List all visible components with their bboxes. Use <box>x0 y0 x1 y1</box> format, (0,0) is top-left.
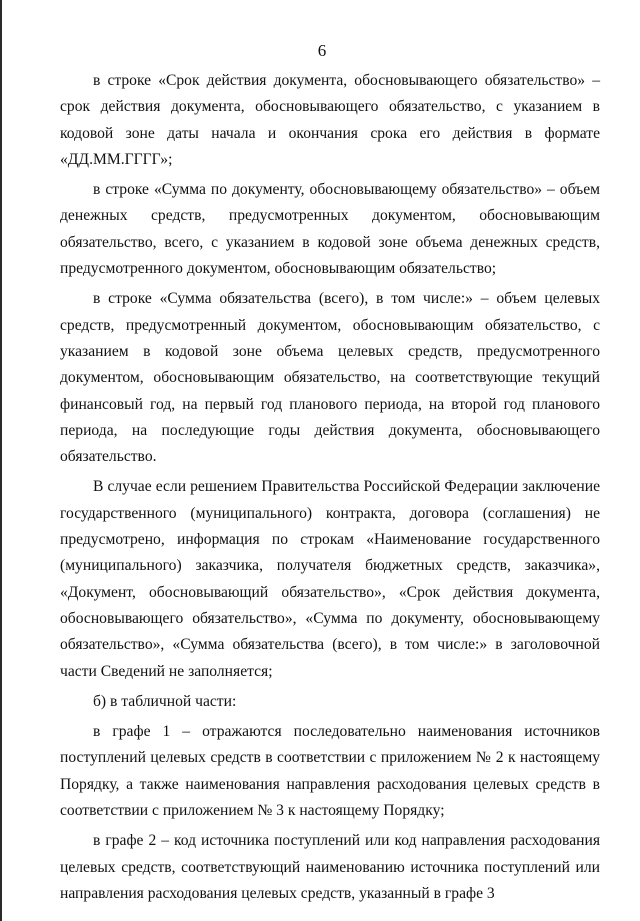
paragraph-obligation-amount: в строке «Сумма обязательства (всего), в том числе:» – объем целевых средств, предусмотренный документом, обосновывающим обязательство, с указанием в кодовой зоне объема целевых средств, предусмотренного документом, обосновывающим обязательство, на соответствующие текущий финансовый год, на первый год планового периода, на второй год планового периода, на последующие годы действия документа, обосновывающего обязательство. <box>60 290 600 466</box>
body-text <box>60 68 600 907</box>
page-number: 6 <box>317 41 327 60</box>
paragraph-validity-period: в строке «Срок действия документа, обосновывающего обязательство» – срок действия документа, обосновывающего обязательство, с указанием в кодовой зоне даты начала и окончания срока его действия в формате «ДД.ММ.ГГГГ»; <box>60 72 600 168</box>
paragraph-no-contract-case: В случае если решением Правительства Российской Федерации заключение государственного (муниципального) контракта, договора (соглашения) не предусмотрено, информация по строкам «Наименование государственного (муниципального) заказчика, получателя бюджетных средств, заказчика», «Документ, обосновывающий обязательство», «Срок действия документа, обосновывающего обязательство», «Сумма по документу, обосновывающему обязательство», «Сумма обязательства (всего), в том числе:» в заголовочной части Сведений не заполняется; <box>60 478 600 680</box>
paragraph-table-part-heading: б) в табличной части: <box>93 692 237 710</box>
paragraph-column-1: в графе 1 – отражаются последовательно наименования источников поступлений целевых средств в соответствии с приложением № 2 к настоящему Порядку, а также наименования направления расходования целевых средств в соответствии с приложением № 3 к настоящему Порядку; <box>60 723 600 820</box>
paragraph-document-amount: в строке «Сумма по документу, обосновывающему обязательство» – объем денежных средств, предусмотренных документом, обосновывающим обязательство, всего, с указанием в кодовой зоне объема денежных средств, предусмотренного документом, обосновывающим обязательство; <box>60 181 600 278</box>
paragraph-column-2: в графе 2 – код источника поступлений или код направления расходования целевых средств, соответствующий наименованию источника поступлений или направления расходования целевых средств, указанный в графе 3 <box>60 832 600 902</box>
